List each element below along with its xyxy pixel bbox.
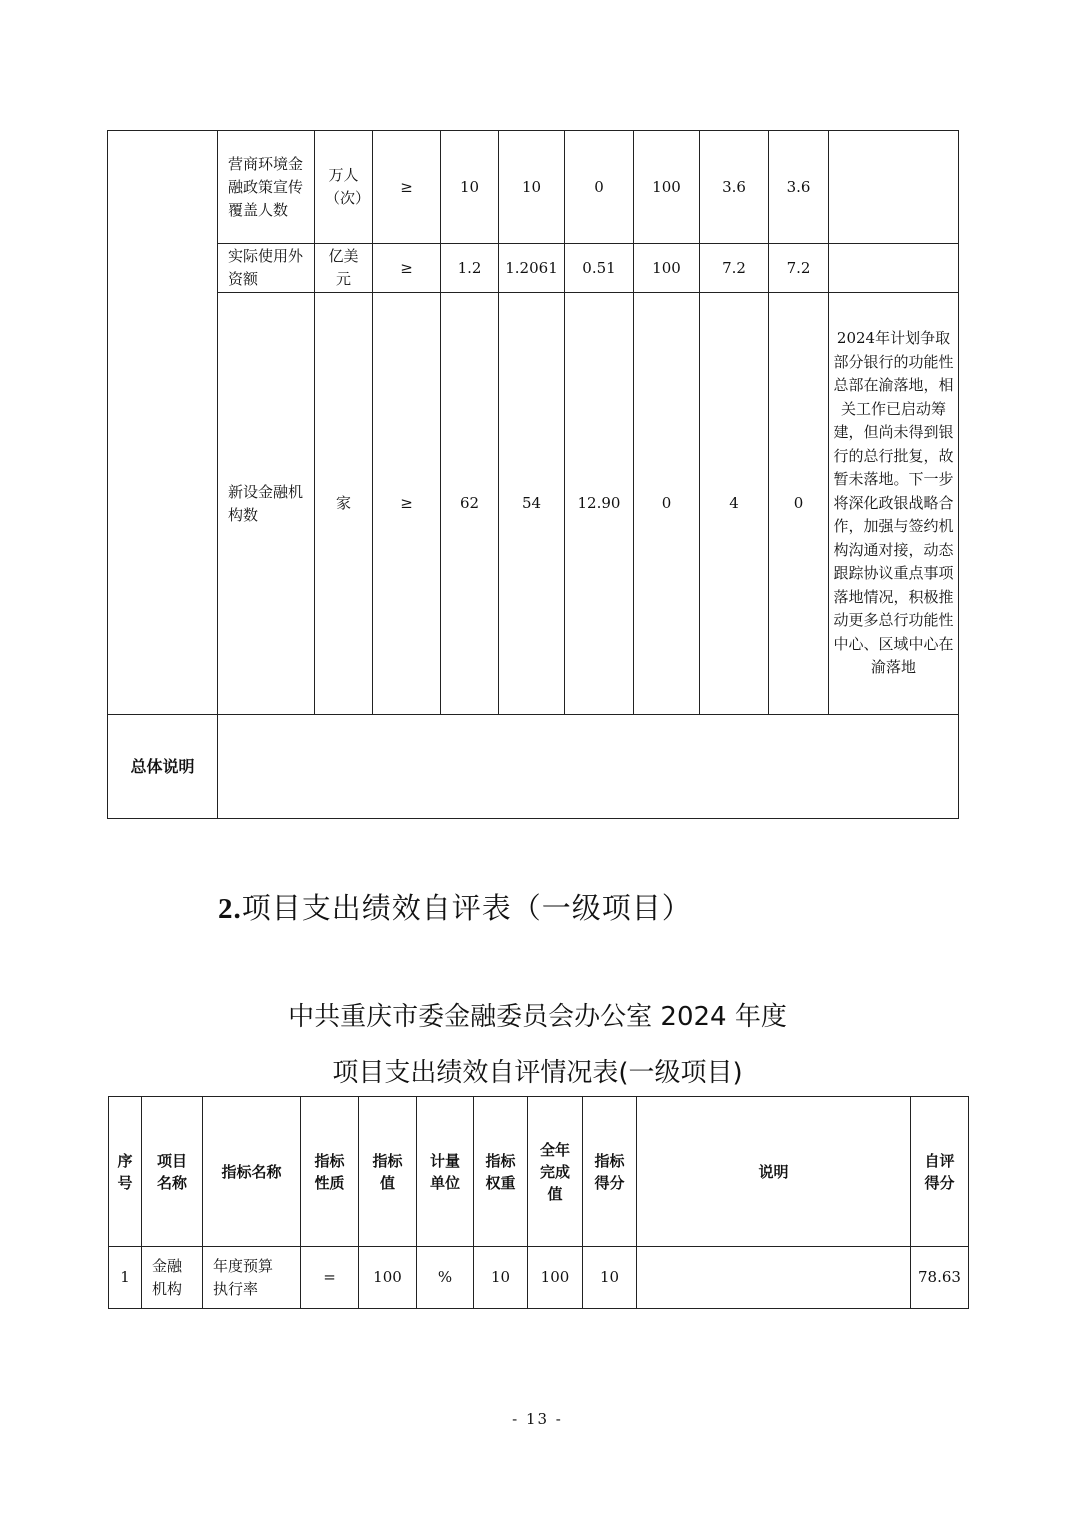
note-cell <box>829 244 959 293</box>
score-b-cell: 3.6 <box>769 131 829 244</box>
summary-row <box>108 715 959 819</box>
header-score: 指标得分 <box>583 1097 637 1247</box>
summary-text <box>218 715 959 819</box>
unit-cell: 万人（次） <box>315 131 373 244</box>
note-cell <box>829 131 959 244</box>
note-cell: 2024年计划争取部分银行的功能性总部在渝落地，相关工作已启动筹建，但尚未得到银行的总行批复，故暂未落地。下一步将深化政银战略合作，加强与签约机构沟通对接，动态跟踪协议重点事项落地情况，积极推动更多总行功能性中心、区域中心在渝落地 <box>829 293 959 715</box>
doc-title-line2: 项目支出绩效自评情况表(一级项目) <box>332 1058 743 1088</box>
page-number: - 13 - <box>512 1410 563 1428</box>
section-title: 项目支出绩效自评表（一级项目） <box>241 891 692 925</box>
header-self-score: 自评得分 <box>911 1097 969 1247</box>
complete-cell: 1.2061 <box>499 244 565 293</box>
unit-cell: % <box>417 1247 474 1309</box>
header-complete: 全年完成值 <box>528 1097 583 1247</box>
rate-cell: 0.51 <box>565 244 634 293</box>
project-cell: 金融机构 <box>142 1247 203 1309</box>
score-a-cell: 4 <box>700 293 769 715</box>
table-row <box>108 293 959 715</box>
score-b-cell: 7.2 <box>769 244 829 293</box>
target-cell: 62 <box>441 293 499 715</box>
weight-cell: 10 <box>474 1247 528 1309</box>
nature-cell: ≥ <box>373 293 441 715</box>
table-row <box>108 244 959 293</box>
indicator-name: 营商环境金融政策宣传覆盖人数 <box>218 131 315 244</box>
section-number: 2. <box>218 893 242 925</box>
category-cell <box>108 131 218 715</box>
self-score-cell: 78.63 <box>911 1247 969 1309</box>
unit-cell: 家 <box>315 293 373 715</box>
score-cell: 10 <box>583 1247 637 1309</box>
target-cell: 10 <box>441 131 499 244</box>
header-seq: 序号 <box>109 1097 142 1247</box>
weight-cell: 0 <box>634 293 700 715</box>
indicator-name: 实际使用外资额 <box>218 244 315 293</box>
header-unit: 计量单位 <box>417 1097 474 1247</box>
rate-cell: 0 <box>565 131 634 244</box>
performance-table <box>108 1096 969 1309</box>
table-row <box>108 131 959 244</box>
nature-cell: ≥ <box>373 131 441 244</box>
header-value: 指标值 <box>359 1097 417 1247</box>
value-cell: 100 <box>359 1247 417 1309</box>
weight-cell: 100 <box>634 244 700 293</box>
indicator-name: 新设金融机构数 <box>218 293 315 715</box>
score-b-cell: 0 <box>769 293 829 715</box>
indicator-cell: 年度预算执行率 <box>203 1247 301 1309</box>
header-note: 说明 <box>637 1097 911 1247</box>
target-cell: 1.2 <box>441 244 499 293</box>
seq-cell: 1 <box>109 1247 142 1309</box>
header-nature: 指标性质 <box>301 1097 359 1247</box>
summary-label: 总体说明 <box>108 715 218 819</box>
complete-cell: 10 <box>499 131 565 244</box>
nature-cell: ≥ <box>373 244 441 293</box>
score-a-cell: 3.6 <box>700 131 769 244</box>
table-row <box>109 1247 969 1309</box>
note-cell <box>637 1247 911 1309</box>
unit-cell: 亿美元 <box>315 244 373 293</box>
complete-cell: 54 <box>499 293 565 715</box>
weight-cell: 100 <box>634 131 700 244</box>
nature-cell: = <box>301 1247 359 1309</box>
complete-cell: 100 <box>528 1247 583 1309</box>
doc-title-line1: 中共重庆市委金融委员会办公室 2024 年度 <box>288 1002 787 1032</box>
section-heading <box>218 886 692 927</box>
header-project: 项目名称 <box>142 1097 203 1247</box>
indicator-table-continued <box>107 130 959 819</box>
header-indicator: 指标名称 <box>203 1097 301 1247</box>
table-header-row <box>109 1097 969 1247</box>
score-a-cell: 7.2 <box>700 244 769 293</box>
rate-cell: 12.90 <box>565 293 634 715</box>
header-weight: 指标权重 <box>474 1097 528 1247</box>
